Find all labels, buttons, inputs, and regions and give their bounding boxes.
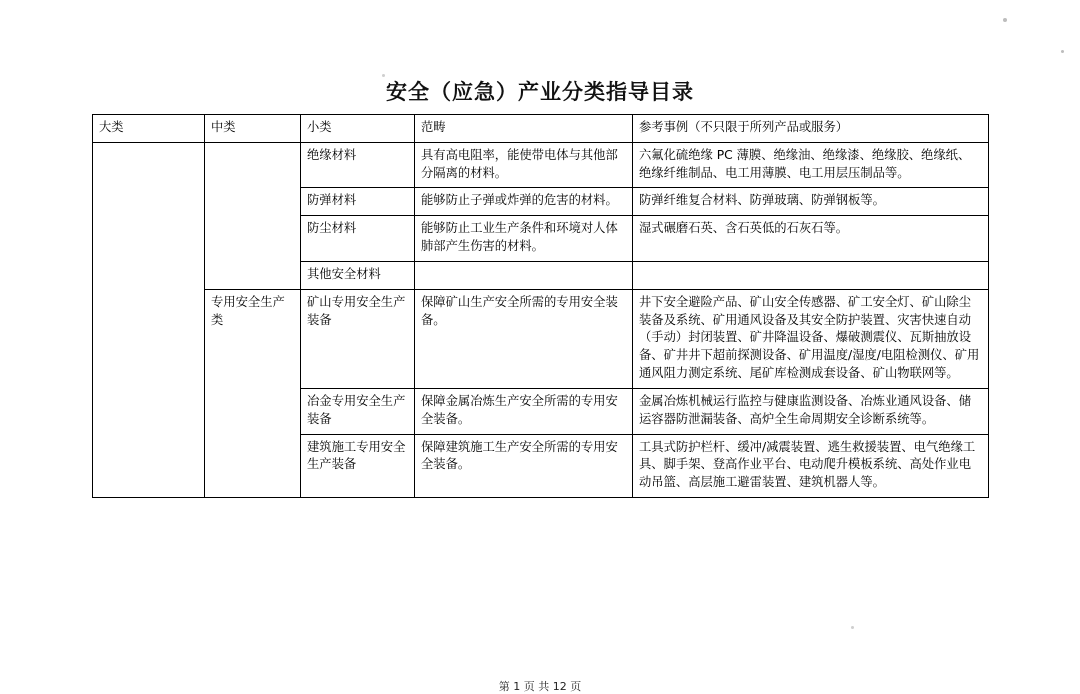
cell-examples: 湿式碾磨石英、含石英低的石灰石等。 [633,216,989,262]
cell-minor-category: 防弹材料 [301,188,415,216]
scan-speck [851,626,854,629]
table-header-row [93,115,989,143]
cell-scope: 保障金属冶炼生产安全所需的专用安全装备。 [415,388,633,434]
cell-scope: 能够防止工业生产条件和环境对人体肺部产生伤害的材料。 [415,216,633,262]
cell-minor-category: 其他安全材料 [301,261,415,289]
cell-minor-category: 矿山专用安全生产装备 [301,289,415,388]
cell-examples: 防弹纤维复合材料、防弹玻璃、防弹钢板等。 [633,188,989,216]
cell-examples [633,261,989,289]
cell-minor-category: 防尘材料 [301,216,415,262]
column-header-scope: 范畴 [415,115,633,143]
scan-speck [1061,50,1064,53]
cell-scope: 能够防止子弹或炸弹的危害的材料。 [415,188,633,216]
table-row [93,142,989,188]
cell-minor-category: 建筑施工专用安全生产装备 [301,434,415,497]
cell-major-category [93,142,205,497]
cell-scope: 保障矿山生产安全所需的专用安全装备。 [415,289,633,388]
page-title: 安全（应急）产业分类指导目录 [386,79,694,104]
cell-scope [415,261,633,289]
cell-examples: 井下安全避险产品、矿山安全传感器、矿工安全灯、矿山除尘装备及系统、矿用通风设备及其安全防护装置、灾害快速自动（手动）封闭装置、矿井降温设备、爆破测震仪、瓦斯抽放设备、矿井井下超前探测设备、矿用温度/湿度/电阻检测仪、矿用通风阻力测定系统、尾矿库检测成套设备、矿山物联网等。 [633,289,989,388]
cell-minor-category: 绝缘材料 [301,142,415,188]
column-header-major: 大类 [93,115,205,143]
column-header-examples: 参考事例（不只限于所列产品或服务） [633,115,989,143]
column-header-middle: 中类 [205,115,301,143]
scan-speck [1003,18,1007,22]
cell-minor-category: 冶金专用安全生产装备 [301,388,415,434]
page-footer: 第 1 页 共 12 页 [498,680,582,693]
cell-middle-category [205,142,301,289]
cell-examples: 工具式防护栏杆、缓冲/减震装置、逃生救援装置、电气绝缘工具、脚手架、登高作业平台、电动爬升模板系统、高处作业电动吊篮、高层施工避雷装置、建筑机器人等。 [633,434,989,497]
column-header-minor: 小类 [301,115,415,143]
cell-scope: 保障建筑施工生产安全所需的专用安全装备。 [415,434,633,497]
cell-examples: 金属冶炼机械运行监控与健康监测设备、冶炼业通风设备、储运容器防泄漏装备、高炉全生命周期安全诊断系统等。 [633,388,989,434]
cell-middle-category: 专用安全生产类 [205,289,301,497]
cell-scope: 具有高电阻率，能使带电体与其他部分隔离的材料。 [415,142,633,188]
cell-examples: 六氟化硫绝缘 PC 薄膜、绝缘油、绝缘漆、绝缘胶、绝缘纸、绝缘纤维制品、电工用薄膜、电工用层压制品等。 [633,142,989,188]
table-row [93,289,989,388]
classification-table [92,114,989,498]
